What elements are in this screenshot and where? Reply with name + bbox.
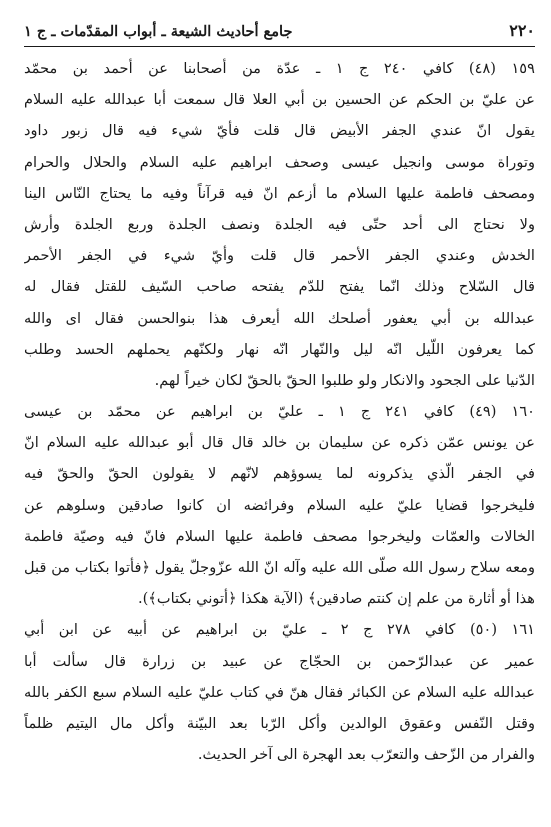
text-line: وقتل النّفس وعقوق الوالدين وأكل الرّبا بعد البيّنة وأكل مال اليتيم ظلماً xyxy=(24,714,535,732)
text-line: والفرار من الزّحف والتعرّب بعد الهجرة الى آخر الحديث. xyxy=(197,746,535,764)
book-page xyxy=(24,14,535,814)
text-line: عن عليّ بن الحكم عن الحسين بن أبي العلا قال سمعت أبا عبدالله عليه السلام xyxy=(24,91,535,109)
text-line: هذا أو أثارة من علم إن كنتم صادقين﴾ (الآية هكذا ﴿أتوني بكتاب﴾). xyxy=(137,590,535,608)
header-rule xyxy=(24,46,535,47)
text-line: عن يونس عمّن ذكره عن سليمان بن خالد قال قال أبو عبدالله عليه السلام انّ xyxy=(24,434,535,452)
text-line: الدّنيا على الجحود والانكار ولو طلبوا الحقّ بالحقّ لكان خيراً لهم. xyxy=(154,371,535,389)
text-line: عمير عن عبدالرّحمن بن الحجّاج عن عبيد بن زرارة قال سألت أبا xyxy=(24,652,535,670)
text-line: كما يعرفون اللّيل انّه ليل والنّهار انّه نهار ولكنّهم يحملهم الحسد وطلب xyxy=(24,340,535,358)
text-line: ومصحف فاطمة عليها السلام ما أزعم انّ فيه قرآناً وفيه ما يحتاج النّاس الينا xyxy=(24,184,535,202)
text-line: ومعه سلاح رسول الله صلّى الله عليه وآله انّ الله عزّوجلّ يقول ﴿فأتوا بكتاب من قبل xyxy=(24,559,535,576)
text-line: عبدالله بن أبي يعفور أصلحك الله أيعرف هذا بنوالحسن فقال اى والله xyxy=(24,309,535,327)
text-line: فليخرجوا قضايا عليّ عليه السلام وفرائضه ان كانوا صادقين وسلوهم عن xyxy=(24,496,535,514)
text-line: ١٥٩ (٤٨) كافي ٢٤٠ ج ١ ـ عدّة من أصحابنا عن أحمد بن محمّد xyxy=(24,60,535,77)
text-line: في الجفر الّذي يذكرونه لما يسوؤهم لانّهم لا يقولون الحقّ والحقّ فيه xyxy=(24,465,535,483)
text-line: ولا نحتاج الى أحد حتّى فيه الجلدة ونصف الجلدة وربع الجلدة وأرش xyxy=(24,215,535,233)
running-header xyxy=(24,14,535,40)
page-number: ٢٢٠ xyxy=(509,21,535,40)
hadith-text xyxy=(24,53,535,770)
text-line: ١٦١ (٥٠) كافي ٢٧٨ ج ٢ ـ عليّ بن ابراهيم عن أبيه عن ابن أبي xyxy=(24,621,535,639)
text-line: قال السّلاح وذلك انّما يفتح للدّم يفتحه صاحب السّيف للقتل فقال له xyxy=(24,278,535,296)
text-line: الخدش وعندي الجفر الأحمر قال قلت وأيّ شيء في الجفر الأحمر xyxy=(24,247,535,265)
text-line: يقول انّ عندي الجفر الأبيض قال قلت فأيّ شيء فيه قال زبور داود xyxy=(24,122,535,140)
text-line: ١٦٠ (٤٩) كافي ٢٤١ ج ١ ـ عليّ بن ابراهيم عن محمّد بن عيسى xyxy=(24,403,535,421)
text-line: وتوراة موسى وانجيل عيسى وصحف ابراهيم عليه السلام والحلال والحرام xyxy=(24,153,535,171)
text-line: الخالات والعمّات وليخرجوا مصحف فاطمة عليها السلام فانّ فيه وصيّة فاطمة xyxy=(24,527,535,545)
text-line: عبدالله عليه السلام عن الكبائر فقال هنّ في كتاب عليّ عليه السلام سبع الكفر بالله xyxy=(24,683,535,701)
running-title: جامع أحاديث الشيعة ـ أبواب المقدّمات ـ ج ١ xyxy=(24,23,293,40)
